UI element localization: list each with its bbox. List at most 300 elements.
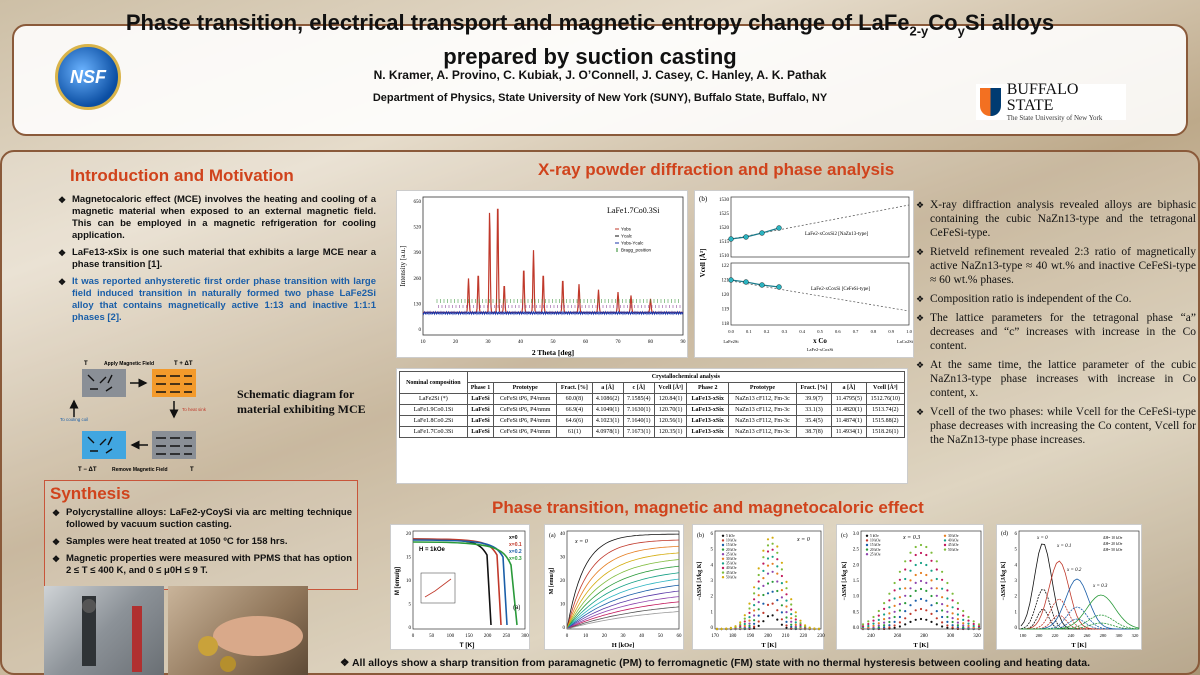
dsc-point <box>772 571 774 573</box>
dsc-point <box>744 618 746 620</box>
dsc-point <box>781 596 783 598</box>
table-header: Nominal composition <box>400 372 468 394</box>
dsd-point <box>957 608 959 610</box>
mt-legend-x03: x=0.3 <box>509 556 522 562</box>
vcell-bot-point <box>760 283 765 288</box>
dsd-point <box>909 570 911 572</box>
buffalo-state-logo: BUFFALO STATE The State University of New York <box>976 84 1126 120</box>
dsd-point <box>883 613 885 615</box>
dsc-point <box>781 618 783 620</box>
table-row <box>400 394 905 405</box>
dsc-point <box>767 592 769 594</box>
vcell-bot-point <box>729 278 734 283</box>
mt-xlabel: T [K] <box>459 642 475 649</box>
dsd-point <box>925 609 927 611</box>
dsc-point <box>785 627 787 629</box>
dsd-point <box>878 610 880 612</box>
dsc-point <box>758 567 760 569</box>
dsc-point <box>767 615 769 617</box>
dsd-point <box>936 610 938 612</box>
mh-panel <box>544 524 684 650</box>
intro-bullets <box>58 194 376 329</box>
vcell-top-point <box>744 235 749 240</box>
dsc-point <box>781 589 783 591</box>
dsd-point <box>909 579 911 581</box>
dsc-point <box>739 621 741 623</box>
xrd-bullet: ❖ Composition ratio is independent of the Co. <box>916 292 1196 306</box>
t-minus-label: T − ΔT <box>78 467 97 473</box>
dsd-tag: (c) <box>841 533 848 539</box>
mt-field-label: H = 1kOe <box>419 547 445 553</box>
ds-x03-chart <box>837 525 985 651</box>
dsd-point <box>957 618 959 620</box>
vcell-top-tick: 1510 <box>719 254 729 259</box>
mt-ytick: 20 <box>406 532 411 537</box>
dsd-point <box>915 590 917 592</box>
dsc-xtick: 200 <box>764 634 772 639</box>
vcell-top-tick: 1530 <box>719 198 729 203</box>
table-header: Phase 2 <box>687 383 729 394</box>
dsc-point <box>781 582 783 584</box>
dse-xtick: 180 <box>1019 633 1027 638</box>
dsc-point <box>785 605 787 607</box>
vcell-xtick: 0.4 <box>799 329 806 334</box>
dsc-legend-item-marker <box>722 553 724 555</box>
dsd-point <box>946 624 948 626</box>
dsd-point <box>867 625 869 627</box>
table-row <box>400 416 905 427</box>
vcell-xlabel: x Co <box>813 337 827 345</box>
xrd-bullet: ❖ The lattice parameters for the tetragonal phase “a” decreases and “c” increases with increase in the Co content. <box>916 311 1196 353</box>
vcell-xtick: 0.1 <box>745 329 752 334</box>
table-cell: 11.4934(1) <box>832 427 866 438</box>
xrd-xtick: 50 <box>550 340 556 345</box>
dse-xtick: 300 <box>1115 633 1123 638</box>
dsc-point <box>762 550 764 552</box>
xrd-xtick: 20 <box>453 340 458 345</box>
dsd-point <box>883 626 885 628</box>
dsd-point <box>930 604 932 606</box>
dsc-legend-item: 20 kOe <box>726 547 737 552</box>
mt-xtick: 0 <box>411 634 415 639</box>
dsc-point <box>781 624 783 626</box>
table-cell: 1512.76(10) <box>866 394 904 405</box>
table-row <box>400 427 905 438</box>
table-header: Prototype <box>729 383 797 394</box>
dsd-point <box>920 544 922 546</box>
xrd-title: X-ray powder diffraction and phase analysis <box>538 160 895 179</box>
dsc-point <box>762 620 764 622</box>
table-cell: 11.4820(1) <box>832 405 866 416</box>
dse-curve <box>1021 623 1139 629</box>
dsc-legend-item-marker <box>722 562 724 564</box>
dsc-point <box>748 607 750 609</box>
dsc-point <box>776 545 778 547</box>
dsd-point <box>952 621 954 623</box>
dsc-point <box>813 627 815 629</box>
dsd-point <box>915 609 917 611</box>
dsc-point <box>795 615 797 617</box>
dsd-point <box>967 620 969 622</box>
dsc-legend-item: 45 kOe <box>726 570 737 575</box>
table-cell: 1515.88(2) <box>866 416 904 427</box>
ordered-spins-hot <box>152 369 196 397</box>
dsd-point <box>952 593 954 595</box>
ds-x0-panel <box>692 524 824 650</box>
dse-xtick: 260 <box>1083 633 1091 638</box>
dse-label-x02: x = 0.2 <box>1067 568 1082 573</box>
dsc-point <box>776 599 778 601</box>
dsc-point <box>785 624 787 626</box>
ds-all-panel <box>996 524 1142 650</box>
dsd-point <box>936 602 938 604</box>
dsd-point <box>904 560 906 562</box>
dsc-point <box>739 623 741 625</box>
table-cell: 1513.74(2) <box>866 405 904 416</box>
dsd-point <box>925 600 927 602</box>
dsc-point <box>734 625 736 627</box>
intro-bullet: ❖ Magnetocaloric effect (MCE) involves the heating and cooling of a magnetic material when exposed to an external magnetic field. This can be employed in a magnetic refrigeration for cooling application. <box>58 194 376 242</box>
table-cell: 60.0(8) <box>557 394 592 405</box>
mh-ytick: 40 <box>560 532 565 537</box>
dsd-legend-item-marker <box>866 539 868 541</box>
table-cell: 4.1023(1) <box>592 416 623 427</box>
dse-legend-20: ΔH= 20 kOe <box>1103 542 1123 546</box>
mt-xtick: 200 <box>483 634 492 639</box>
dsd-legend-item: 45 kOe <box>948 543 959 548</box>
dsd-xtick: 280 <box>920 634 928 639</box>
dsd-ytick: 0.0 <box>852 626 859 631</box>
mt-legend-x01: x=0.1 <box>509 542 522 548</box>
mt-ytick: 10 <box>406 579 411 584</box>
vcell-bot-tick: 121 <box>721 278 729 284</box>
dsd-point <box>962 619 964 621</box>
dsc-point <box>744 614 746 616</box>
dsc-point <box>767 557 769 559</box>
dsd-point <box>930 570 932 572</box>
xrd-ylabel: Intensity [a.u.] <box>399 245 407 287</box>
dse-ytick: 0 <box>1014 626 1017 631</box>
table-cell: 64.6(6) <box>557 416 592 427</box>
dsc-point <box>790 621 792 623</box>
dsd-point <box>930 613 932 615</box>
mt-panel <box>390 524 530 650</box>
dsd-point <box>915 582 917 584</box>
dsd-xtick: 320 <box>973 634 981 639</box>
ordered-spins <box>152 431 196 459</box>
dsd-point <box>967 625 969 627</box>
dsd-point <box>930 560 932 562</box>
legend-diff: Yobs-Ycalc <box>621 240 644 246</box>
mt-xtick: 50 <box>429 634 435 639</box>
dsc-point <box>790 617 792 619</box>
vcell-xtick: 0.7 <box>852 329 859 334</box>
dsd-point <box>920 608 922 610</box>
dsc-point <box>785 616 787 618</box>
mt-ytick: 0 <box>408 626 411 631</box>
intro-bullet: ❖ It was reported anhysteretic first order phase transition with large field induced transition in naturally formed two phase LaFe2Si alloy that contains magnetically active 1:13 and inactive 1:1:1 phases [2]. <box>58 276 376 324</box>
dsc-point <box>785 581 787 583</box>
mt-xtick: 300 <box>521 634 529 639</box>
synthesis-title: Synthesis <box>50 484 131 503</box>
dsc-point <box>744 625 746 627</box>
mce-footnote: ❖ All alloys show a sharp transition from paramagnetic (PM) to ferromagnetic (FM) state with no thermal hysteresis between cooling and heating data. <box>340 657 1090 669</box>
dsd-point <box>904 587 906 589</box>
dsc-point <box>753 619 755 621</box>
dsd-point <box>888 624 890 626</box>
dsd-point <box>973 623 975 625</box>
vcell-top-point <box>777 226 782 231</box>
ds-x0-chart <box>693 525 825 651</box>
table-cell: CeFeSi tP6, P4/nmm <box>494 427 557 438</box>
dse-ytick: 5 <box>1014 547 1017 553</box>
dsc-point <box>762 612 764 614</box>
mt-legend-x02: x=0.2 <box>509 549 522 555</box>
dsc-point <box>772 556 774 558</box>
cryst-table-panel <box>396 368 908 484</box>
dsc-point <box>758 615 760 617</box>
dsd-legend-item: 50 kOe <box>948 547 959 552</box>
vcell-xtick: 0.9 <box>888 329 895 334</box>
vcell-chart <box>695 191 915 359</box>
dsd-point <box>967 623 969 625</box>
dsd-point <box>909 621 911 623</box>
dsd-point <box>936 623 938 625</box>
dse-ytick: 3 <box>1014 579 1017 584</box>
dsc-ytick: 2 <box>710 594 713 600</box>
dsc-point <box>753 604 755 606</box>
table-cell: 4.0978(1) <box>592 427 623 438</box>
dsc-ytick: 0 <box>710 626 713 631</box>
heat-sink-label: To heat sink <box>182 407 207 412</box>
table-header: a [Å] <box>832 383 866 394</box>
cooling-coil-label: To cooling coil <box>60 417 89 422</box>
dsc-point <box>785 587 787 589</box>
table-cell: 120.56(1) <box>654 416 687 427</box>
dsd-point <box>888 612 890 614</box>
dsd-point <box>899 579 901 581</box>
dsc-legend-item: 5 kOe <box>726 534 735 538</box>
vcell-x-right: LaCo2Si <box>896 339 914 344</box>
dse-curve <box>1021 595 1139 629</box>
dsc-point <box>790 598 792 600</box>
dsc-point <box>753 592 755 594</box>
vcell-bot-tick: 122 <box>721 264 729 269</box>
mh-xtick: 20 <box>601 634 607 639</box>
dsd-point <box>946 605 948 607</box>
mh-ylabel: M [emu/g] <box>549 567 555 595</box>
dsd-point <box>920 552 922 554</box>
dsd-point <box>957 602 959 604</box>
table-cell: 120.84(1) <box>654 394 687 405</box>
table-cell: LaFeSi <box>467 405 493 416</box>
table-cell: CeFeSi tP6, P4/nmm <box>494 405 557 416</box>
dsd-point <box>936 587 938 589</box>
dsd-point <box>941 588 943 590</box>
dsc-point <box>762 577 764 579</box>
dse-ytick: 1 <box>1014 610 1017 616</box>
dsd-point <box>920 562 922 564</box>
xrd-bullet: ❖ X-ray diffraction analysis revealed alloys are biphasic containing the cubic NaZn13-type and the tetragonal CeFeSi-type. <box>916 198 1196 240</box>
dsc-point <box>781 568 783 570</box>
vcell-xtick: 0.0 <box>728 329 734 334</box>
dsc-point <box>748 603 750 605</box>
table-header: Prototype <box>494 383 557 394</box>
vcell-x-left: LaFe2Si <box>723 339 739 344</box>
dsd-point <box>904 617 906 619</box>
xrd-xtick: 70 <box>615 340 621 345</box>
dsc-point <box>767 544 769 546</box>
mh-sample-label: x = 0 <box>575 539 588 545</box>
dsc-point <box>804 624 806 626</box>
dsd-point <box>925 590 927 592</box>
dsd-point <box>936 578 938 580</box>
mh-ytick: 20 <box>560 579 565 584</box>
dsc-point <box>785 611 787 613</box>
xrd-xtick: 30 <box>485 340 491 345</box>
dsd-legend-item: 30 kOe <box>948 534 959 538</box>
table-cell: LaFeSi <box>467 416 493 427</box>
dsc-point <box>762 570 764 572</box>
dsd-point <box>915 600 917 602</box>
dsd-point <box>946 597 948 599</box>
dse-xtick: 200 <box>1035 633 1043 638</box>
dsc-xtick: 210 <box>781 634 790 639</box>
xrd-xtick: 80 <box>648 340 653 345</box>
dsc-point <box>799 620 801 622</box>
dsc-point <box>781 562 783 564</box>
table-cell: 120.35(1) <box>654 427 687 438</box>
affiliation: Department of Physics, State University of New York (SUNY), Buffalo State, Buffalo, NY <box>372 92 828 104</box>
dsc-point <box>767 565 769 567</box>
dsc-point <box>772 563 774 565</box>
dsc-point <box>762 585 764 587</box>
dsc-ytick: 4 <box>710 563 713 569</box>
nsf-logo: NSF <box>55 44 121 110</box>
dsd-point <box>899 616 901 618</box>
dsd-point <box>941 603 943 605</box>
table-cell: 11.4795(5) <box>832 394 866 405</box>
dsd-point <box>978 623 980 625</box>
synthesis-bullets <box>52 507 352 582</box>
dsc-point <box>748 623 750 625</box>
equipment-icon <box>44 586 164 675</box>
dsd-point <box>888 617 890 619</box>
table-cell: LaFe1.7Co0.3Si <box>400 427 468 438</box>
dsd-point <box>883 622 885 624</box>
legend-bragg: Bragg_position <box>621 247 652 253</box>
dsd-point <box>878 624 880 626</box>
dse-legend-50: ΔH= 50 kOe <box>1103 548 1123 552</box>
dsd-point <box>941 621 943 623</box>
dsd-point <box>920 598 922 600</box>
dsd-point <box>920 572 922 574</box>
dsd-point <box>894 597 896 599</box>
dsd-point <box>936 560 938 562</box>
vcell-ylabel: Vcell [Å³] <box>699 248 707 278</box>
mh-xtick: 60 <box>676 634 682 639</box>
table-cell: NaZn13 cF112, Fm-3c <box>729 416 797 427</box>
xrd-ytick: 390 <box>413 251 421 257</box>
dsd-xtick: 260 <box>893 634 902 639</box>
dsd-point <box>878 615 880 617</box>
dsd-point <box>894 605 896 607</box>
xrd-xtick: 10 <box>420 340 426 345</box>
vcell-bot-label: LaFe2-xCoxSi [CeFeSi-type] <box>811 287 871 292</box>
table-cell: 35.4(5) <box>796 416 831 427</box>
mt-tag: (a) <box>513 605 521 611</box>
dsd-point <box>872 616 874 618</box>
intro-title: Introduction and Motivation <box>70 166 294 185</box>
table-cell: LaFe13-xSix <box>687 416 729 427</box>
dsc-point <box>762 563 764 565</box>
mh-xtick: 40 <box>639 634 645 639</box>
dsd-point <box>946 616 948 618</box>
dsd-legend-item-marker <box>866 535 868 537</box>
dsc-point <box>753 598 755 600</box>
dsc-ytick: 6 <box>710 532 713 537</box>
dsc-xtick: 190 <box>746 634 755 639</box>
dsd-point <box>883 602 885 604</box>
dsc-sample-label: x = 0 <box>797 537 810 543</box>
mt-ylabel: M [emu/g] <box>395 566 401 596</box>
dsc-point <box>809 627 811 629</box>
disordered-spins <box>82 369 126 397</box>
schematic-t-label: T <box>84 361 88 367</box>
dsc-point <box>818 628 820 630</box>
dsd-ytick: 1.0 <box>852 594 859 600</box>
table-cell: 11.4874(1) <box>832 416 866 427</box>
dsd-point <box>946 582 948 584</box>
table-header: Fract. [%] <box>557 383 592 394</box>
dsd-point <box>936 595 938 597</box>
dsd-point <box>952 624 954 626</box>
dsd-point <box>915 546 917 548</box>
vcell-xtick: 0.5 <box>817 329 823 334</box>
dsd-ytick: 3.0 <box>852 532 859 537</box>
dsd-legend-item: 15 kOe <box>870 543 881 548</box>
dsc-point <box>744 620 746 622</box>
dsc-point <box>776 590 778 592</box>
dsd-point <box>899 621 901 623</box>
table-header: Vcell [Å³] <box>866 383 904 394</box>
mh-ytick: 30 <box>560 555 565 561</box>
dsc-ytick: 5 <box>710 547 713 553</box>
dsc-legend-item-marker <box>722 576 724 578</box>
dsd-point <box>920 588 922 590</box>
dsd-point <box>973 625 975 627</box>
dsd-point <box>894 627 896 629</box>
table-cell: LaFe1.8Co0.2Si <box>400 416 468 427</box>
dsc-point <box>767 550 769 552</box>
dsd-point <box>941 609 943 611</box>
dsc-point <box>762 603 764 605</box>
vcell-xtick: 0.8 <box>870 329 877 334</box>
mh-xtick: 30 <box>620 634 626 639</box>
dsd-point <box>967 616 969 618</box>
dsd-point <box>909 613 911 615</box>
table-cell: NaZn13 cF112, Fm-3c <box>729 405 797 416</box>
hand-sample-icon <box>168 586 308 675</box>
dsd-point <box>899 609 901 611</box>
dsc-point <box>772 591 774 593</box>
dsd-point <box>941 616 943 618</box>
dsc-point <box>799 624 801 626</box>
vcell-xtick: 0.2 <box>763 329 770 334</box>
dsd-legend-item-marker <box>866 544 868 546</box>
dsd-legend-item: 5 kOe <box>870 534 879 538</box>
dsd-legend-item-marker <box>866 553 868 555</box>
